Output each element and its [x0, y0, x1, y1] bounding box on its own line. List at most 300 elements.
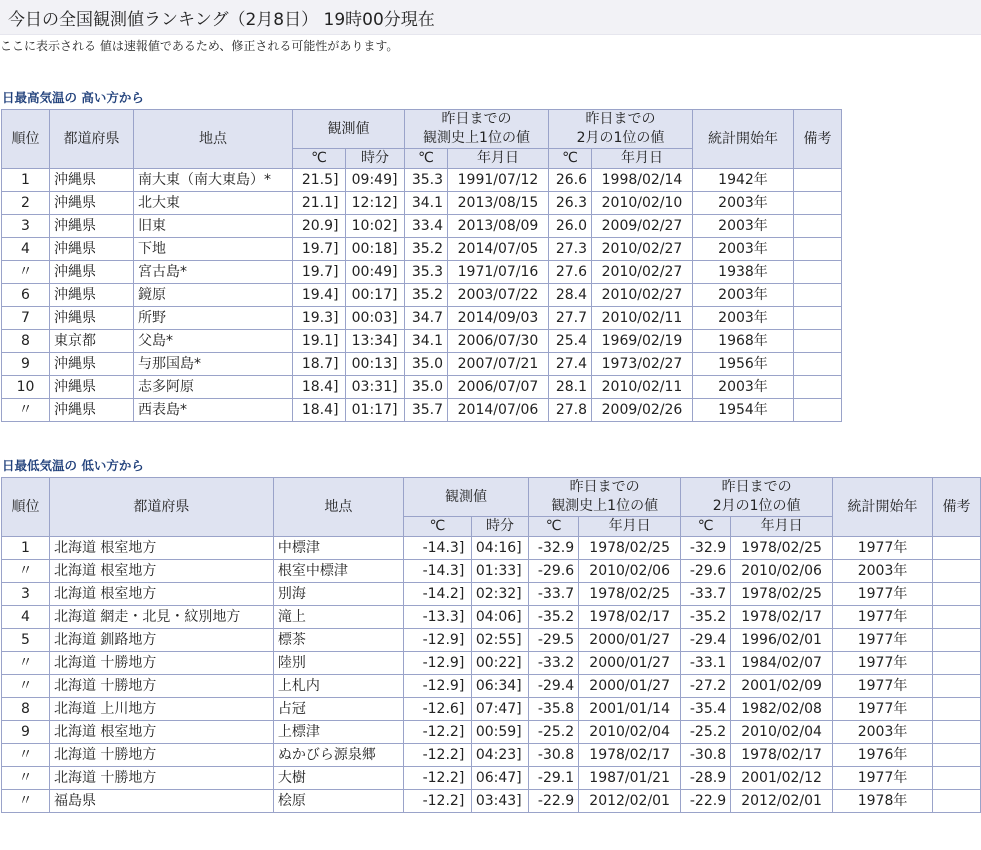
remarks-cell — [933, 606, 981, 629]
station-cell: 大樹 — [273, 767, 403, 790]
record-value-cell: -29.1 — [529, 767, 579, 790]
observed-time-cell-text: 04:23 — [475, 747, 517, 763]
quality-mark: ] — [392, 241, 398, 257]
observed-time-cell — [346, 330, 405, 353]
record-date-cell: 1978/02/17 — [579, 744, 681, 767]
table-row — [2, 698, 981, 721]
header-record-alltime — [529, 478, 681, 517]
station-cell: 父島* — [134, 330, 293, 353]
remarks-cell — [794, 307, 842, 330]
observed-value-cell-text: -14.2 — [422, 586, 459, 602]
quality-mark: ] — [458, 655, 465, 671]
rank-cell: 〃 — [2, 652, 50, 675]
record-date-cell: 2014/07/05 — [448, 238, 549, 261]
month-record-value-cell: 28.4 — [549, 284, 592, 307]
observed-value-cell — [293, 330, 346, 353]
rank-cell: 9 — [2, 721, 50, 744]
quality-mark: ] — [333, 402, 339, 418]
month-record-value-cell: -35.2 — [681, 606, 731, 629]
observed-time-cell — [346, 238, 405, 261]
observed-time-cell — [346, 284, 405, 307]
month-record-date-cell: 2010/02/11 — [592, 307, 693, 330]
record-date-cell: 2006/07/07 — [448, 376, 549, 399]
record-value-cell: 35.2 — [405, 238, 448, 261]
remarks-cell — [794, 238, 842, 261]
start-year-cell: 2003年 — [693, 376, 794, 399]
observed-value-cell — [403, 606, 471, 629]
month-record-value-cell: 27.6 — [549, 261, 592, 284]
quality-mark: ] — [458, 724, 465, 740]
observed-value-cell-text: 18.4 — [301, 379, 333, 395]
month-record-value-cell: 26.0 — [549, 215, 592, 238]
month-record-value-cell: -29.6 — [681, 560, 731, 583]
observed-time-cell — [346, 353, 405, 376]
month-record-value-cell: -22.9 — [681, 790, 731, 813]
record-value-cell: -22.9 — [529, 790, 579, 813]
header-remarks: 備考 — [933, 478, 981, 537]
prefecture-cell: 沖縄県 — [50, 192, 134, 215]
station-cell: 北大東 — [134, 192, 293, 215]
station-cell: 標茶 — [273, 629, 403, 652]
observed-time-cell-text: 09:49 — [351, 172, 392, 188]
table-row — [2, 399, 842, 422]
observed-value-cell-text: -12.9 — [422, 632, 459, 648]
record-date-cell: 2010/02/04 — [579, 721, 681, 744]
remarks-cell — [933, 560, 981, 583]
table-row — [2, 307, 842, 330]
observed-value-cell-text: -12.9 — [422, 678, 459, 694]
quality-mark: ] — [458, 793, 465, 809]
month-record-value-cell: -29.4 — [681, 629, 731, 652]
record-value-cell: -32.9 — [529, 537, 579, 560]
header-prefecture: 都道府県 — [49, 478, 273, 537]
remarks-cell — [933, 652, 981, 675]
record-value-cell: -29.5 — [529, 629, 579, 652]
observed-value-cell — [293, 215, 346, 238]
observed-time-cell-text: 00:13 — [351, 356, 392, 372]
observed-time-cell-text: 03:31 — [351, 379, 392, 395]
observed-value-cell-text: -12.2 — [422, 747, 459, 763]
observed-value-cell-text: -14.3 — [422, 563, 459, 579]
observed-time-cell — [346, 261, 405, 284]
observed-value-cell-text: -12.9 — [422, 655, 459, 671]
station-cell: 占冠 — [273, 698, 403, 721]
start-year-cell: 1977年 — [833, 629, 933, 652]
observed-time-cell-text: 04:16 — [475, 540, 517, 556]
quality-mark: ] — [516, 632, 522, 648]
observed-value-cell-text: -12.2 — [422, 793, 459, 809]
quality-mark: ] — [392, 172, 398, 188]
prefecture-cell: 北海道 根室地方 — [49, 583, 273, 606]
start-year-cell: 2003年 — [693, 238, 794, 261]
rank-cell: 〃 — [2, 261, 50, 284]
record-value-cell: 35.3 — [405, 261, 448, 284]
observed-time-cell-text: 00:18 — [351, 241, 392, 257]
month-record-date-cell: 1978/02/17 — [731, 744, 833, 767]
quality-mark: ] — [458, 609, 465, 625]
table-row — [2, 192, 842, 215]
remarks-cell — [794, 261, 842, 284]
table-row — [2, 790, 981, 813]
table-row — [2, 583, 981, 606]
record-date-cell: 2001/01/14 — [579, 698, 681, 721]
month-record-date-cell: 2010/02/11 — [592, 376, 693, 399]
observed-value-cell — [293, 353, 346, 376]
rank-cell: 1 — [2, 169, 50, 192]
station-cell: 根室中標津 — [273, 560, 403, 583]
rank-cell: 10 — [2, 376, 50, 399]
station-cell: 上札内 — [273, 675, 403, 698]
prefecture-cell: 沖縄県 — [50, 284, 134, 307]
quality-mark: ] — [392, 356, 398, 372]
record-date-cell: 2014/09/03 — [448, 307, 549, 330]
prefecture-cell: 沖縄県 — [50, 238, 134, 261]
header-record-alltime-line2: 観測史上1位の値 — [423, 130, 530, 146]
record-date-cell: 1978/02/17 — [579, 606, 681, 629]
header-record-month-line1: 昨日までの — [721, 479, 792, 495]
observed-value-cell — [293, 238, 346, 261]
observed-time-cell-text: 00:49 — [351, 264, 392, 280]
header-date: 年月日 — [731, 517, 833, 537]
header-record-month — [549, 110, 693, 149]
rank-cell: 2 — [2, 192, 50, 215]
quality-mark: ] — [458, 678, 465, 694]
table-row — [2, 560, 981, 583]
record-value-cell: 35.3 — [405, 169, 448, 192]
observed-time-cell — [471, 629, 528, 652]
quality-mark: ] — [516, 747, 522, 763]
start-year-cell: 1954年 — [693, 399, 794, 422]
remarks-cell — [933, 744, 981, 767]
quality-mark: ] — [333, 310, 339, 326]
header-rank: 順位 — [2, 478, 50, 537]
observed-time-cell-text: 10:02 — [351, 218, 392, 234]
rank-cell: 3 — [2, 583, 50, 606]
rank-cell: 〃 — [2, 744, 50, 767]
high-temp-table — [1, 109, 842, 422]
prefecture-cell: 沖縄県 — [50, 399, 134, 422]
quality-mark: ] — [333, 356, 339, 372]
table-row — [2, 767, 981, 790]
remarks-cell — [933, 537, 981, 560]
quality-mark: ] — [333, 172, 339, 188]
observed-time-cell-text: 00:17 — [351, 287, 392, 303]
month-record-value-cell: 26.3 — [549, 192, 592, 215]
quality-mark: ] — [333, 264, 339, 280]
month-record-value-cell: 25.4 — [549, 330, 592, 353]
record-date-cell: 2012/02/01 — [579, 790, 681, 813]
quality-mark: ] — [516, 724, 522, 740]
rank-cell: 〃 — [2, 560, 50, 583]
observed-time-cell — [471, 744, 528, 767]
record-value-cell: -29.4 — [529, 675, 579, 698]
observed-time-cell — [471, 675, 528, 698]
prefecture-cell: 北海道 十勝地方 — [49, 652, 273, 675]
quality-mark: ] — [392, 310, 398, 326]
prefecture-cell: 沖縄県 — [50, 376, 134, 399]
quality-mark: ] — [333, 195, 339, 211]
month-record-value-cell: 27.3 — [549, 238, 592, 261]
observed-value-cell — [403, 583, 471, 606]
record-date-cell: 2003/07/22 — [448, 284, 549, 307]
rank-cell: 4 — [2, 606, 50, 629]
table-row — [2, 169, 842, 192]
table-row — [2, 238, 842, 261]
table-row — [2, 330, 842, 353]
prefecture-cell: 北海道 根室地方 — [49, 560, 273, 583]
remarks-cell — [933, 583, 981, 606]
low-temp-table — [1, 477, 981, 813]
record-value-cell: -33.7 — [529, 583, 579, 606]
remarks-cell — [794, 330, 842, 353]
station-cell: 鏡原 — [134, 284, 293, 307]
record-value-cell: 34.1 — [405, 330, 448, 353]
rank-cell: 〃 — [2, 767, 50, 790]
start-year-cell: 1956年 — [693, 353, 794, 376]
month-record-date-cell: 2009/02/27 — [592, 215, 693, 238]
month-record-value-cell: -33.7 — [681, 583, 731, 606]
start-year-cell: 1938年 — [693, 261, 794, 284]
station-cell: 旧東 — [134, 215, 293, 238]
observed-time-cell-text: 02:55 — [475, 632, 517, 648]
quality-mark: ] — [392, 195, 398, 211]
station-cell: 志多阿原 — [134, 376, 293, 399]
quality-mark: ] — [458, 563, 465, 579]
table-row — [2, 284, 842, 307]
start-year-cell: 1977年 — [833, 583, 933, 606]
observed-value-cell — [403, 560, 471, 583]
record-date-cell: 2014/07/06 — [448, 399, 549, 422]
observed-time-cell — [346, 192, 405, 215]
rank-cell: 8 — [2, 698, 50, 721]
quality-mark: ] — [458, 586, 465, 602]
prefecture-cell: 沖縄県 — [50, 215, 134, 238]
prefecture-cell: 沖縄県 — [50, 261, 134, 284]
observed-value-cell — [403, 675, 471, 698]
month-record-date-cell: 1969/02/19 — [592, 330, 693, 353]
quality-mark: ] — [333, 241, 339, 257]
month-record-date-cell: 2010/02/06 — [731, 560, 833, 583]
record-date-cell: 1991/07/12 — [448, 169, 549, 192]
start-year-cell: 2003年 — [693, 284, 794, 307]
record-value-cell: -35.2 — [529, 606, 579, 629]
header-observed: 観測値 — [403, 478, 528, 517]
prefecture-cell: 沖縄県 — [50, 169, 134, 192]
observed-time-cell-text: 00:59 — [475, 724, 517, 740]
header-celsius: ℃ — [293, 149, 346, 169]
header-remarks: 備考 — [794, 110, 842, 169]
observed-value-cell — [403, 698, 471, 721]
header-record-alltime-line1: 昨日までの — [441, 111, 512, 127]
low-temp-section-title: 日最低気温の 低い方から — [2, 458, 144, 473]
quality-mark: ] — [392, 287, 398, 303]
observed-time-cell — [346, 307, 405, 330]
observed-time-cell-text: 06:34 — [475, 678, 517, 694]
month-record-value-cell: -30.8 — [681, 744, 731, 767]
observed-value-cell — [403, 537, 471, 560]
observed-value-cell-text: 21.1 — [301, 195, 333, 211]
remarks-cell — [933, 698, 981, 721]
rank-cell: 〃 — [2, 790, 50, 813]
remarks-cell — [794, 284, 842, 307]
remarks-cell — [794, 353, 842, 376]
table-row — [2, 261, 842, 284]
table-row — [2, 376, 842, 399]
record-value-cell: 34.1 — [405, 192, 448, 215]
rank-cell: 〃 — [2, 675, 50, 698]
station-cell: 南大東（南大東島）* — [134, 169, 293, 192]
month-record-date-cell: 2012/02/01 — [731, 790, 833, 813]
prefecture-cell: 沖縄県 — [50, 307, 134, 330]
record-date-cell: 2000/01/27 — [579, 675, 681, 698]
start-year-cell: 1968年 — [693, 330, 794, 353]
observed-value-cell-text: 21.5 — [301, 172, 333, 188]
month-record-date-cell: 2001/02/12 — [731, 767, 833, 790]
record-value-cell: -30.8 — [529, 744, 579, 767]
observed-value-cell — [403, 790, 471, 813]
start-year-cell: 1978年 — [833, 790, 933, 813]
prefecture-cell: 北海道 釧路地方 — [49, 629, 273, 652]
observed-time-cell-text: 04:06 — [475, 609, 517, 625]
table-row — [2, 215, 842, 238]
month-record-date-cell: 2009/02/26 — [592, 399, 693, 422]
header-start-year: 統計開始年 — [693, 110, 794, 169]
observed-time-cell-text: 00:22 — [475, 655, 517, 671]
quality-mark: ] — [516, 770, 522, 786]
header-station: 地点 — [273, 478, 403, 537]
start-year-cell: 2003年 — [833, 560, 933, 583]
remarks-cell — [933, 721, 981, 744]
quality-mark: ] — [516, 609, 522, 625]
observed-value-cell-text: 19.7 — [301, 264, 333, 280]
observed-time-cell — [471, 652, 528, 675]
header-prefecture: 都道府県 — [50, 110, 134, 169]
start-year-cell: 2003年 — [833, 721, 933, 744]
table-row — [2, 537, 981, 560]
header-rank: 順位 — [2, 110, 50, 169]
record-date-cell: 1978/02/25 — [579, 537, 681, 560]
start-year-cell: 1977年 — [833, 675, 933, 698]
month-record-date-cell: 1978/02/25 — [731, 537, 833, 560]
observed-value-cell — [293, 376, 346, 399]
month-record-date-cell: 1996/02/01 — [731, 629, 833, 652]
observed-value-cell — [293, 307, 346, 330]
table-row — [2, 652, 981, 675]
month-record-date-cell: 1998/02/14 — [592, 169, 693, 192]
table-row — [2, 675, 981, 698]
observed-time-cell-text: 07:47 — [475, 701, 517, 717]
header-record-month-line2: 2月の1位の値 — [712, 498, 801, 514]
table-row — [2, 629, 981, 652]
table-row — [2, 744, 981, 767]
month-record-date-cell: 2010/02/04 — [731, 721, 833, 744]
observed-time-cell — [471, 767, 528, 790]
observed-value-cell — [293, 169, 346, 192]
observed-value-cell-text: -13.3 — [422, 609, 459, 625]
observed-time-cell — [346, 399, 405, 422]
quality-mark: ] — [333, 218, 339, 234]
month-record-date-cell: 2010/02/27 — [592, 238, 693, 261]
prefecture-cell: 北海道 十勝地方 — [49, 744, 273, 767]
quality-mark: ] — [392, 402, 398, 418]
observed-time-cell — [471, 698, 528, 721]
station-cell: 西表島* — [134, 399, 293, 422]
station-cell: 所野 — [134, 307, 293, 330]
remarks-cell — [933, 767, 981, 790]
station-cell: 中標津 — [273, 537, 403, 560]
rank-cell: 4 — [2, 238, 50, 261]
rank-cell: 8 — [2, 330, 50, 353]
quality-mark: ] — [333, 333, 339, 349]
prefecture-cell: 北海道 上川地方 — [49, 698, 273, 721]
observed-time-cell-text: 13:34 — [351, 333, 392, 349]
observed-value-cell-text: 18.4 — [301, 402, 333, 418]
quality-mark: ] — [516, 586, 522, 602]
month-record-value-cell: -33.1 — [681, 652, 731, 675]
remarks-cell — [933, 790, 981, 813]
quality-mark: ] — [333, 287, 339, 303]
observed-value-cell-text: 19.3 — [301, 310, 333, 326]
start-year-cell: 1977年 — [833, 537, 933, 560]
observed-time-cell-text: 00:03 — [351, 310, 392, 326]
record-value-cell: 35.0 — [405, 353, 448, 376]
header-start-year: 統計開始年 — [833, 478, 933, 537]
header-record-month-line1: 昨日までの — [585, 111, 656, 127]
record-date-cell: 2010/02/06 — [579, 560, 681, 583]
observed-time-cell — [471, 606, 528, 629]
prefecture-cell: 北海道 根室地方 — [49, 537, 273, 560]
header-date: 年月日 — [592, 149, 693, 169]
start-year-cell: 2003年 — [693, 192, 794, 215]
month-record-date-cell: 2010/02/27 — [592, 284, 693, 307]
table-row — [2, 353, 842, 376]
rank-cell: 9 — [2, 353, 50, 376]
observed-time-cell — [471, 790, 528, 813]
record-value-cell: 35.0 — [405, 376, 448, 399]
station-cell: 宮古島* — [134, 261, 293, 284]
preliminary-note: ここに表示される 値は速報値であるため、修正される可能性があります。 — [0, 39, 399, 53]
observed-value-cell — [403, 652, 471, 675]
quality-mark: ] — [333, 379, 339, 395]
rank-cell: 3 — [2, 215, 50, 238]
observed-time-cell-text: 02:32 — [475, 586, 517, 602]
station-cell: 陸別 — [273, 652, 403, 675]
record-value-cell: 33.4 — [405, 215, 448, 238]
record-value-cell: -29.6 — [529, 560, 579, 583]
quality-mark: ] — [516, 540, 522, 556]
observed-time-cell — [471, 537, 528, 560]
prefecture-cell: 北海道 十勝地方 — [49, 675, 273, 698]
station-cell: 与那国島* — [134, 353, 293, 376]
prefecture-cell: 北海道 根室地方 — [49, 721, 273, 744]
observed-value-cell — [403, 629, 471, 652]
month-record-value-cell: 27.4 — [549, 353, 592, 376]
prefecture-cell: 福島県 — [49, 790, 273, 813]
table-row — [2, 721, 981, 744]
quality-mark: ] — [516, 701, 522, 717]
remarks-cell — [933, 629, 981, 652]
record-value-cell: -25.2 — [529, 721, 579, 744]
start-year-cell: 1976年 — [833, 744, 933, 767]
start-year-cell: 1942年 — [693, 169, 794, 192]
prefecture-cell: 東京都 — [50, 330, 134, 353]
remarks-cell — [794, 215, 842, 238]
quality-mark: ] — [516, 793, 522, 809]
month-record-date-cell: 1973/02/27 — [592, 353, 693, 376]
header-observed: 観測値 — [293, 110, 405, 149]
observed-value-cell-text: 20.9 — [301, 218, 333, 234]
page-title: 今日の全国観測値ランキング（2月8日） 19時00分現在 — [0, 0, 981, 35]
